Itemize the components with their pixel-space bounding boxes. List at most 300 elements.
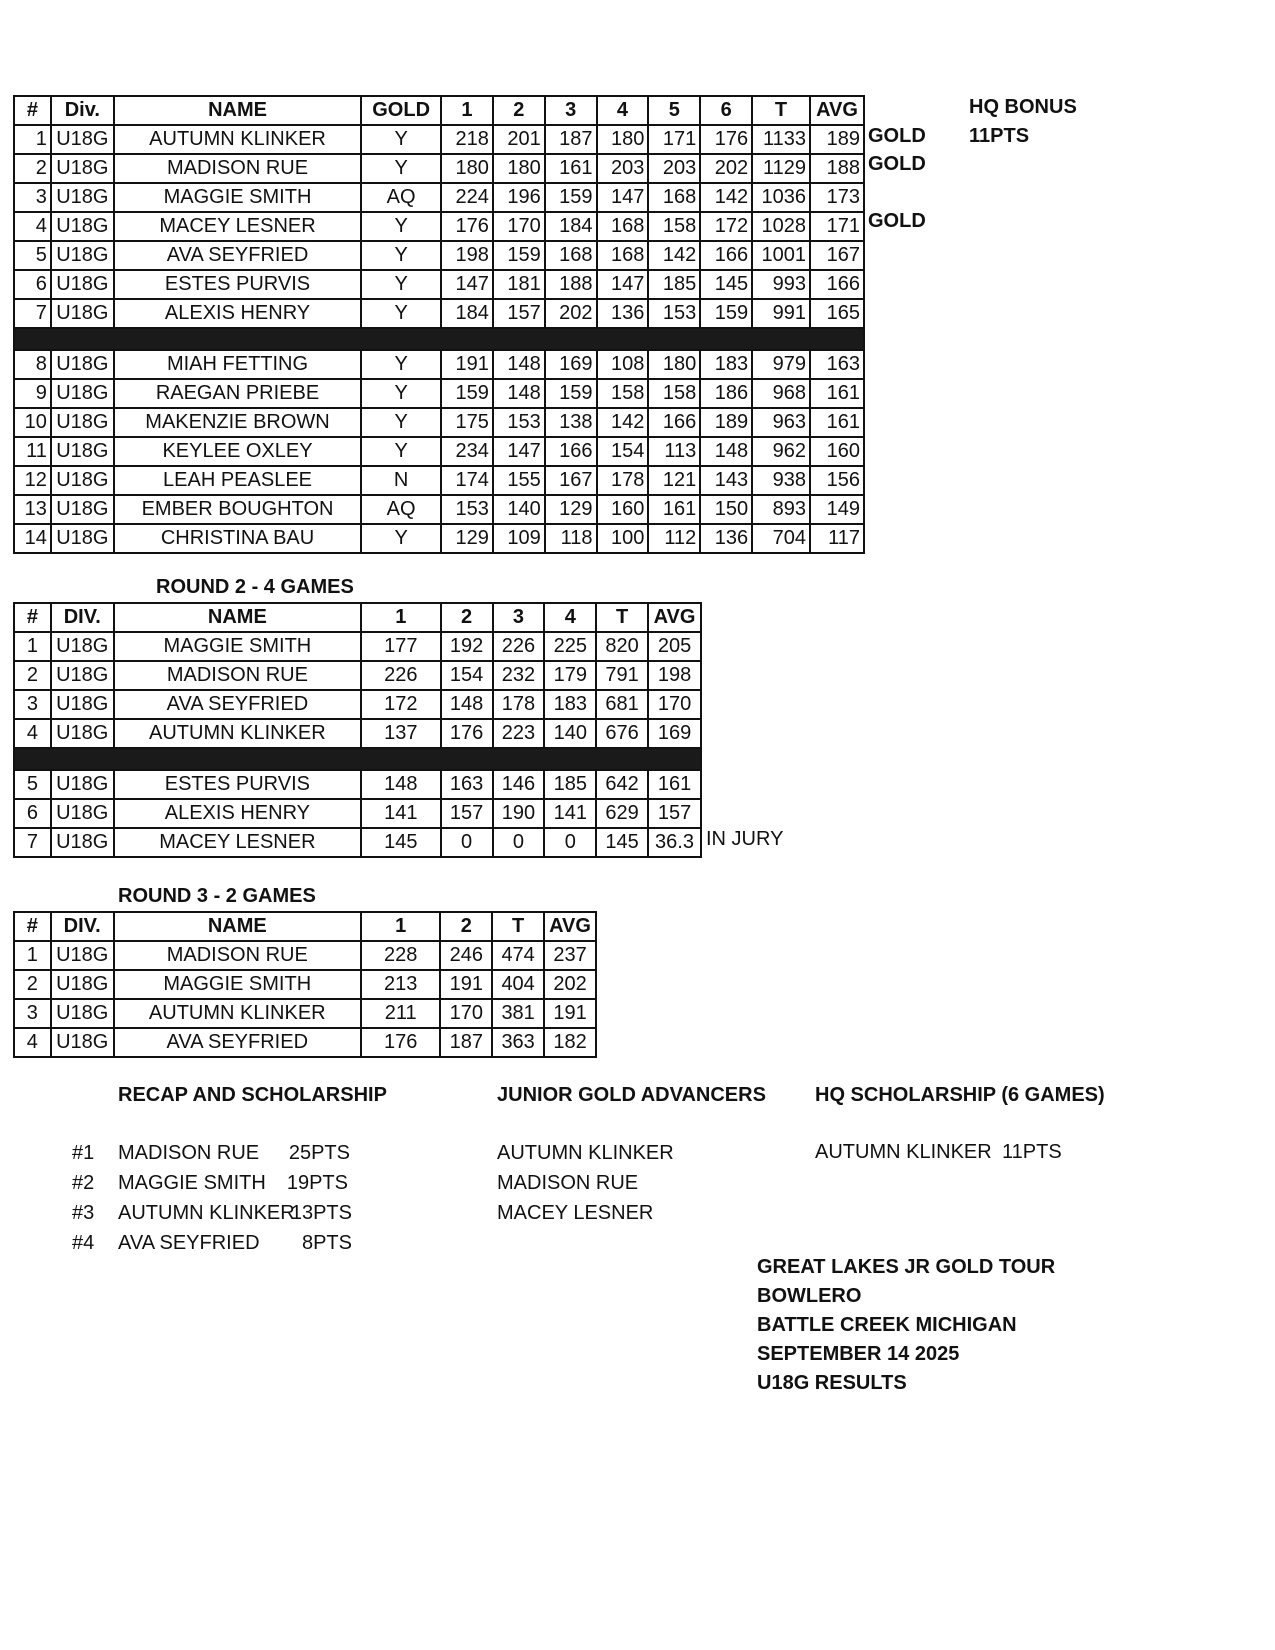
table-cell: 166 — [700, 241, 752, 270]
table-cell: 14 — [14, 524, 51, 553]
table-cell: 6 — [14, 270, 51, 299]
round1-col-header: 6 — [700, 96, 752, 125]
table-cell: MADISON RUE — [114, 941, 361, 970]
table-cell: 184 — [545, 212, 597, 241]
table-cell: 113 — [648, 437, 700, 466]
round2-col-header: 1 — [361, 603, 441, 632]
round3-title: ROUND 3 - 2 GAMES — [118, 885, 316, 907]
table-cell: 109 — [493, 524, 545, 553]
table-cell: 168 — [648, 183, 700, 212]
table-cell: U18G — [51, 828, 114, 857]
table-cell: 198 — [441, 241, 493, 270]
round3-col-header: AVG — [544, 912, 596, 941]
injury-note: IN JURY — [706, 828, 784, 850]
table-cell: AVA SEYFRIED — [114, 690, 361, 719]
table-cell: 167 — [545, 466, 597, 495]
table-cell: 4 — [14, 1028, 51, 1057]
round2-col-header: DIV. — [51, 603, 114, 632]
gold-flag: GOLD — [868, 210, 926, 232]
event-division: U18G RESULTS — [757, 1372, 907, 1394]
table-cell: 203 — [648, 154, 700, 183]
table-cell: 155 — [493, 466, 545, 495]
table-cell: 2 — [14, 970, 51, 999]
round1-header-row — [14, 96, 864, 125]
table-cell: 202 — [700, 154, 752, 183]
table-cell: U18G — [51, 799, 114, 828]
table-cell: 158 — [597, 379, 649, 408]
round1-col-header: NAME — [114, 96, 361, 125]
table-cell: 141 — [361, 799, 441, 828]
round2-col-header: T — [596, 603, 648, 632]
table-cell: 157 — [648, 799, 701, 828]
table-cell: 161 — [810, 379, 864, 408]
table-cell: 191 — [441, 350, 493, 379]
round2-header-row — [14, 603, 701, 632]
table-cell: 154 — [441, 661, 493, 690]
table-row — [14, 799, 701, 828]
table-cell: 223 — [493, 719, 545, 748]
table-cell: 157 — [493, 299, 545, 328]
table-cell: 211 — [361, 999, 441, 1028]
table-cell: 159 — [700, 299, 752, 328]
table-cell: 187 — [545, 125, 597, 154]
table-cell: 159 — [545, 379, 597, 408]
table-cell: 198 — [648, 661, 701, 690]
table-cell: 8 — [14, 350, 51, 379]
table-cell: 129 — [441, 524, 493, 553]
table-cell: ALEXIS HENRY — [114, 299, 361, 328]
table-cell: 161 — [648, 495, 700, 524]
table-cell: 1133 — [752, 125, 810, 154]
table-cell: 820 — [596, 632, 648, 661]
table-cell: 0 — [493, 828, 545, 857]
advancers-list — [497, 1138, 674, 1228]
round1-body — [14, 125, 864, 553]
table-cell: 182 — [544, 1028, 596, 1057]
round3-col-header: 1 — [361, 912, 441, 941]
table-cell: 681 — [596, 690, 648, 719]
table-cell: MAGGIE SMITH — [114, 183, 361, 212]
table-cell: AUTUMN KLINKER — [114, 999, 361, 1028]
table-cell: 167 — [810, 241, 864, 270]
table-cell: 188 — [545, 270, 597, 299]
table-cell: 11 — [14, 437, 51, 466]
table-cell: 171 — [810, 212, 864, 241]
table-cell: 474 — [492, 941, 544, 970]
table-cell: 172 — [700, 212, 752, 241]
table-cell: 118 — [545, 524, 597, 553]
table-cell: 136 — [597, 299, 649, 328]
round2-table — [13, 602, 702, 858]
table-cell: 180 — [441, 154, 493, 183]
table-cell: 112 — [648, 524, 700, 553]
table-cell: 963 — [752, 408, 810, 437]
table-cell: 7 — [14, 828, 51, 857]
table-cell: U18G — [51, 379, 114, 408]
table-cell: 9 — [14, 379, 51, 408]
table-row — [14, 466, 864, 495]
advancer-name: MACEY LESNER — [497, 1202, 654, 1224]
table-cell: U18G — [51, 941, 114, 970]
table-cell: ALEXIS HENRY — [114, 799, 361, 828]
recap-pts: 25PTS — [288, 1142, 350, 1164]
table-cell: 137 — [361, 719, 441, 748]
table-cell: 145 — [596, 828, 648, 857]
table-cell: 181 — [493, 270, 545, 299]
event-tour: GREAT LAKES JR GOLD TOUR — [757, 1256, 1056, 1278]
table-cell: 166 — [810, 270, 864, 299]
table-cell: 6 — [14, 799, 51, 828]
table-cell: 161 — [648, 770, 701, 799]
round1-col-header: AVG — [810, 96, 864, 125]
table-cell: 168 — [597, 212, 649, 241]
table-row — [14, 690, 701, 719]
table-cell: U18G — [51, 212, 114, 241]
round1-col-header: 3 — [545, 96, 597, 125]
table-cell: 138 — [545, 408, 597, 437]
table-cell: 148 — [493, 379, 545, 408]
table-row — [14, 524, 864, 553]
table-row — [14, 350, 864, 379]
table-cell: U18G — [51, 495, 114, 524]
table-row — [14, 437, 864, 466]
table-cell: 968 — [752, 379, 810, 408]
table-cell: 1 — [14, 941, 51, 970]
round2-col-header: 4 — [544, 603, 596, 632]
round2-col-header: NAME — [114, 603, 361, 632]
round2-title: ROUND 2 - 4 GAMES — [156, 576, 354, 598]
table-cell: U18G — [51, 270, 114, 299]
table-cell: 166 — [545, 437, 597, 466]
hq-bonus-value: 11PTS — [969, 125, 1030, 147]
table-cell: 228 — [361, 941, 441, 970]
table-cell: 4 — [14, 719, 51, 748]
table-cell: N — [361, 466, 441, 495]
table-cell: 676 — [596, 719, 648, 748]
table-cell: 143 — [700, 466, 752, 495]
round3-header-row — [14, 912, 596, 941]
table-cell: 108 — [597, 350, 649, 379]
table-cell: 176 — [441, 719, 493, 748]
round2-body — [14, 632, 701, 857]
table-cell: Y — [361, 270, 441, 299]
table-cell: 962 — [752, 437, 810, 466]
table-row — [14, 632, 701, 661]
table-row — [14, 212, 864, 241]
table-cell: KEYLEE OXLEY — [114, 437, 361, 466]
table-cell: 991 — [752, 299, 810, 328]
table-cell: Y — [361, 241, 441, 270]
table-row — [14, 125, 864, 154]
table-cell: 179 — [544, 661, 596, 690]
table-cell: 185 — [648, 270, 700, 299]
recap-entry — [72, 1228, 362, 1258]
table-cell: 246 — [440, 941, 492, 970]
round3-col-header: T — [492, 912, 544, 941]
table-cell: 3 — [14, 183, 51, 212]
table-cell: 36.3 — [648, 828, 701, 857]
table-cell: 629 — [596, 799, 648, 828]
table-row — [14, 183, 864, 212]
table-cell: U18G — [51, 408, 114, 437]
recap-pts: 19PTS — [286, 1172, 348, 1194]
table-cell: 1129 — [752, 154, 810, 183]
round3-col-header: # — [14, 912, 51, 941]
table-cell: 136 — [700, 524, 752, 553]
table-cell: U18G — [51, 154, 114, 183]
table-row — [14, 408, 864, 437]
table-cell: 205 — [648, 632, 701, 661]
table-cell: 0 — [441, 828, 493, 857]
table-cell: 234 — [441, 437, 493, 466]
table-cell: 184 — [441, 299, 493, 328]
gold-flag: GOLD — [868, 125, 926, 147]
round1-col-header: 4 — [597, 96, 649, 125]
table-row — [14, 661, 701, 690]
table-cell: 157 — [441, 799, 493, 828]
table-cell: 146 — [493, 770, 545, 799]
table-row — [14, 999, 596, 1028]
table-cell: 704 — [752, 524, 810, 553]
cutline-separator — [14, 328, 864, 350]
table-cell: 169 — [648, 719, 701, 748]
recap-name: AVA SEYFRIED — [118, 1232, 260, 1254]
round3-col-header: NAME — [114, 912, 361, 941]
table-cell: 169 — [545, 350, 597, 379]
table-row — [14, 1028, 596, 1057]
recap-entry — [72, 1198, 362, 1228]
table-cell: 161 — [810, 408, 864, 437]
table-row — [14, 270, 864, 299]
table-cell: U18G — [51, 241, 114, 270]
table-cell: 201 — [493, 125, 545, 154]
round1-col-header: # — [14, 96, 51, 125]
table-cell: 202 — [544, 970, 596, 999]
table-cell: 158 — [648, 379, 700, 408]
advancer-name: AUTUMN KLINKER — [497, 1142, 674, 1164]
recap-entry — [72, 1138, 362, 1168]
table-cell: 174 — [441, 466, 493, 495]
table-row — [14, 770, 701, 799]
event-location: BATTLE CREEK MICHIGAN — [757, 1314, 1017, 1336]
event-info — [757, 1252, 1055, 1397]
table-cell: 170 — [648, 690, 701, 719]
table-cell: ESTES PURVIS — [114, 770, 361, 799]
table-cell: AUTUMN KLINKER — [114, 719, 361, 748]
table-cell: 183 — [544, 690, 596, 719]
table-cell: 189 — [810, 125, 864, 154]
table-cell: MACEY LESNER — [114, 828, 361, 857]
table-cell: 153 — [441, 495, 493, 524]
table-cell: 148 — [441, 690, 493, 719]
table-cell: 170 — [493, 212, 545, 241]
table-cell: AQ — [361, 183, 441, 212]
table-cell: 160 — [810, 437, 864, 466]
round1-table — [13, 95, 865, 554]
cutline-separator — [14, 748, 701, 770]
round1-col-header: 1 — [441, 96, 493, 125]
table-cell: 191 — [440, 970, 492, 999]
table-cell: 5 — [14, 770, 51, 799]
table-cell: 192 — [441, 632, 493, 661]
cutline-bar — [14, 328, 864, 350]
table-cell: 168 — [597, 241, 649, 270]
table-cell: AUTUMN KLINKER — [114, 125, 361, 154]
table-cell: 224 — [441, 183, 493, 212]
table-cell: 140 — [493, 495, 545, 524]
recap-list — [72, 1138, 362, 1258]
table-cell: 191 — [544, 999, 596, 1028]
table-cell: 177 — [361, 632, 441, 661]
event-venue: BOWLERO — [757, 1285, 862, 1307]
recap-name: MAGGIE SMITH — [118, 1172, 266, 1194]
table-cell: 142 — [597, 408, 649, 437]
table-cell: Y — [361, 154, 441, 183]
table-cell: 186 — [700, 379, 752, 408]
recap-entry — [72, 1168, 362, 1198]
table-cell: 160 — [597, 495, 649, 524]
table-cell: U18G — [51, 632, 114, 661]
table-cell: 142 — [648, 241, 700, 270]
table-cell: 4 — [14, 212, 51, 241]
table-cell: Y — [361, 350, 441, 379]
table-cell: U18G — [51, 770, 114, 799]
table-cell: 5 — [14, 241, 51, 270]
table-cell: MADISON RUE — [114, 661, 361, 690]
table-cell: 141 — [544, 799, 596, 828]
table-row — [14, 299, 864, 328]
table-cell: MAKENZIE BROWN — [114, 408, 361, 437]
table-cell: AVA SEYFRIED — [114, 241, 361, 270]
table-row — [14, 495, 864, 524]
table-cell: 176 — [361, 1028, 441, 1057]
recap-rank: #2 — [72, 1172, 95, 1194]
round1-col-header: 2 — [493, 96, 545, 125]
table-cell: 218 — [441, 125, 493, 154]
recap-pts: 8PTS — [301, 1232, 352, 1254]
table-cell: 196 — [493, 183, 545, 212]
table-cell: 150 — [700, 495, 752, 524]
round3-col-header: 2 — [440, 912, 492, 941]
gold-flag: GOLD — [868, 153, 926, 175]
table-cell: 149 — [810, 495, 864, 524]
table-cell: U18G — [51, 437, 114, 466]
table-cell: 188 — [810, 154, 864, 183]
table-cell: 165 — [810, 299, 864, 328]
hq-bonus-label: HQ BONUS — [969, 96, 1077, 118]
table-cell: 10 — [14, 408, 51, 437]
table-cell: U18G — [51, 183, 114, 212]
table-cell: 213 — [361, 970, 441, 999]
table-cell: 178 — [597, 466, 649, 495]
table-cell: 147 — [493, 437, 545, 466]
table-cell: U18G — [51, 466, 114, 495]
table-cell: 404 — [492, 970, 544, 999]
table-cell: 7 — [14, 299, 51, 328]
table-cell: 161 — [545, 154, 597, 183]
recap-name: AUTUMN KLINKER — [118, 1202, 295, 1224]
table-cell: 140 — [544, 719, 596, 748]
table-cell: 117 — [810, 524, 864, 553]
table-cell: LEAH PEASLEE — [114, 466, 361, 495]
table-cell: MIAH FETTING — [114, 350, 361, 379]
table-cell: 163 — [441, 770, 493, 799]
table-cell: 148 — [361, 770, 441, 799]
table-cell: 153 — [493, 408, 545, 437]
table-cell: 1036 — [752, 183, 810, 212]
table-cell: 147 — [597, 183, 649, 212]
table-cell: Y — [361, 524, 441, 553]
table-cell: 147 — [597, 270, 649, 299]
table-cell: 180 — [648, 350, 700, 379]
table-cell: 175 — [441, 408, 493, 437]
table-cell: 3 — [14, 690, 51, 719]
table-cell: Y — [361, 437, 441, 466]
round3-table — [13, 911, 597, 1058]
table-row — [14, 970, 596, 999]
table-cell: CHRISTINA BAU — [114, 524, 361, 553]
table-cell: U18G — [51, 999, 114, 1028]
table-cell: 147 — [441, 270, 493, 299]
table-row — [14, 941, 596, 970]
table-cell: 226 — [361, 661, 441, 690]
table-cell: AQ — [361, 495, 441, 524]
table-cell: ESTES PURVIS — [114, 270, 361, 299]
table-cell: 100 — [597, 524, 649, 553]
table-row — [14, 828, 701, 857]
table-cell: U18G — [51, 719, 114, 748]
table-cell: 1028 — [752, 212, 810, 241]
hq-scholarship-title: HQ SCHOLARSHIP (6 GAMES) — [815, 1084, 1105, 1106]
table-cell: 190 — [493, 799, 545, 828]
table-cell: MACEY LESNER — [114, 212, 361, 241]
table-cell: AVA SEYFRIED — [114, 1028, 361, 1057]
table-cell: 993 — [752, 270, 810, 299]
table-cell: 145 — [361, 828, 441, 857]
table-cell: 142 — [700, 183, 752, 212]
table-row — [14, 719, 701, 748]
table-cell: 121 — [648, 466, 700, 495]
table-cell: 2 — [14, 154, 51, 183]
table-cell: 1 — [14, 125, 51, 154]
round1-col-header: Div. — [51, 96, 114, 125]
table-cell: 893 — [752, 495, 810, 524]
table-cell: 237 — [544, 941, 596, 970]
table-cell: 176 — [441, 212, 493, 241]
table-cell: 166 — [648, 408, 700, 437]
table-cell: RAEGAN PRIEBE — [114, 379, 361, 408]
cutline-bar — [14, 748, 701, 770]
table-cell: MAGGIE SMITH — [114, 970, 361, 999]
table-cell: U18G — [51, 690, 114, 719]
table-cell: MAGGIE SMITH — [114, 632, 361, 661]
table-cell: 189 — [700, 408, 752, 437]
table-cell: 3 — [14, 999, 51, 1028]
table-cell: MADISON RUE — [114, 154, 361, 183]
table-cell: Y — [361, 125, 441, 154]
table-cell: 791 — [596, 661, 648, 690]
hq-scholarship-pts: 11PTS — [1002, 1141, 1062, 1163]
table-cell: 173 — [810, 183, 864, 212]
table-cell: 172 — [361, 690, 441, 719]
table-cell: 163 — [810, 350, 864, 379]
table-cell: 183 — [700, 350, 752, 379]
table-cell: 1 — [14, 632, 51, 661]
table-cell: 938 — [752, 466, 810, 495]
table-cell: 187 — [440, 1028, 492, 1057]
table-cell: 642 — [596, 770, 648, 799]
table-cell: 158 — [648, 212, 700, 241]
